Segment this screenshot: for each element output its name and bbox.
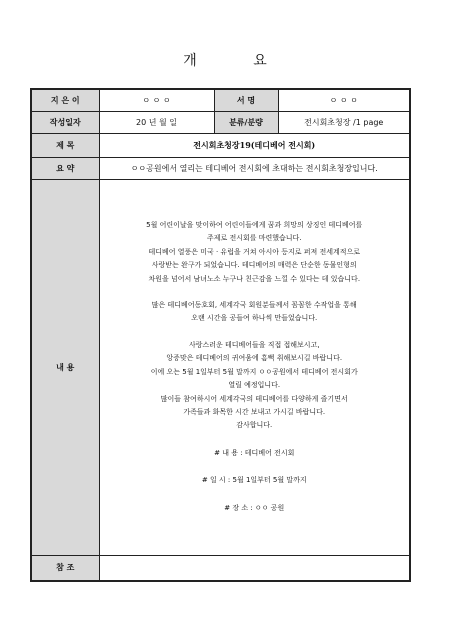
reference-value [99, 555, 410, 581]
document-title: 개 요 [183, 53, 293, 69]
summary-value: ㅇㅇ공원에서 열리는 테디베어 전시회에 초대하는 전시회초청장입니다. [99, 157, 410, 179]
content-line: 사랑받는 완구가 되었습니다. 테디베어의 매력은 단순한 동물인형의 [151, 261, 357, 270]
content-line: 5월 어린이날을 맞이하여 어린이들에게 꿈과 희망의 상징인 테디베어를 [146, 221, 363, 230]
author-value: ㅇ ㅇ ㅇ [99, 89, 214, 111]
info-content: # 내 용 : 테디베어 전시회 [214, 448, 295, 457]
date-label: 작성일자 [31, 111, 99, 133]
category-value: 전시회초청장 /1 page [278, 111, 410, 133]
info-period: # 일 시 : 5월 1일부터 5월 말까지 [201, 476, 307, 485]
summary-row [31, 157, 410, 179]
signature-value: ㅇ ㅇ ㅇ [278, 89, 410, 111]
category-label: 분류/분량 [214, 111, 278, 133]
author-label: 지 은 이 [31, 89, 99, 111]
content-line: 오랜 시간을 공들여 하나씩 만들었습니다. [191, 314, 318, 323]
content-line: 테디베어 열풍은 미국 · 유럽을 거쳐 아시아 등지로 퍼져 전세계적으로 [148, 247, 361, 256]
author-row [31, 89, 410, 111]
reference-row [31, 555, 410, 581]
date-row [31, 111, 410, 133]
content-line: 주제로 전시회를 마련했습니다. [206, 234, 302, 243]
content-body [99, 179, 410, 555]
signature-label: 서 명 [214, 89, 278, 111]
content-label: 내 용 [31, 179, 99, 555]
summary-form-table [30, 88, 411, 582]
info-place: # 장 소 : ㅇㅇ 공원 [224, 503, 285, 512]
summary-label: 요 약 [31, 157, 99, 179]
content-line: 이에 오는 5월 1일부터 5월 말까지 ㅇㅇ공원에서 테디베어 전시회가 [150, 367, 358, 376]
content-line: 사랑스러운 테디베어들을 직접 접해보시고, [188, 340, 320, 349]
date-value: 20 년 월 일 [99, 111, 214, 133]
content-line: 감사합니다. [236, 421, 273, 430]
content-line: 앙증맞은 테디베어의 귀여움에 흠뻑 취해보시길 바랍니다. [166, 354, 343, 363]
content-line: 열릴 예정입니다. [228, 381, 281, 390]
content-line: 많이들 참여하시어 세계각국의 테디베어를 다양하게 즐기면서 [160, 394, 348, 403]
subject-label: 제 목 [31, 133, 99, 157]
content-line: 가족들과 화목한 시간 보내고 가시길 바랍니다. [183, 407, 326, 416]
content-line: 많은 테디베어동호회, 세계각국 회원분들께서 꼼꼼한 수작업을 통해 [151, 301, 357, 310]
reference-label: 참 조 [31, 555, 99, 581]
subject-row [31, 133, 410, 157]
content-row [31, 179, 410, 555]
subject-value: 전시회초청장19(테디베어 전시회) [99, 133, 410, 157]
content-line: 차원을 넘어서 남녀노소 누구나 친근감을 느낄 수 있다는 데 있습니다. [148, 274, 361, 283]
